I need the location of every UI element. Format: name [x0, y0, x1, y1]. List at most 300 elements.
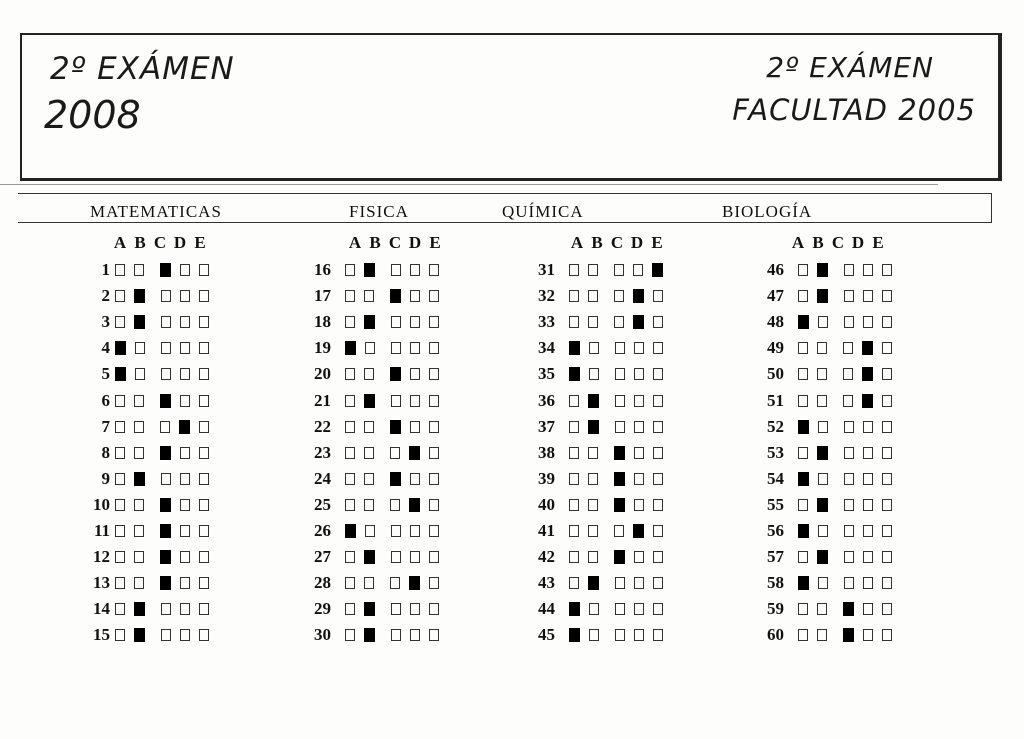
bubble-d-filled[interactable]: [409, 498, 420, 512]
bubble-c[interactable]: [844, 499, 854, 511]
bubble-d[interactable]: [634, 603, 644, 615]
bubble-e[interactable]: [429, 447, 439, 459]
bubble-d[interactable]: [410, 473, 420, 485]
bubble-b[interactable]: [818, 577, 828, 589]
bubble-d[interactable]: [634, 368, 644, 380]
bubble-c-filled[interactable]: [843, 628, 854, 642]
bubble-e[interactable]: [882, 603, 892, 615]
bubble-a-filled[interactable]: [345, 524, 356, 538]
bubble-a[interactable]: [115, 577, 125, 589]
bubble-b[interactable]: [818, 316, 828, 328]
bubble-a[interactable]: [569, 395, 579, 407]
bubble-b[interactable]: [364, 577, 374, 589]
bubble-a[interactable]: [345, 395, 355, 407]
bubble-b[interactable]: [134, 551, 144, 563]
bubble-d[interactable]: [863, 473, 873, 485]
bubble-a-filled[interactable]: [798, 524, 809, 538]
bubble-b-filled[interactable]: [364, 602, 375, 616]
bubble-d[interactable]: [634, 551, 644, 563]
bubble-e[interactable]: [653, 342, 663, 354]
bubble-d[interactable]: [180, 368, 190, 380]
bubble-c-filled[interactable]: [390, 472, 401, 486]
bubble-a-filled[interactable]: [115, 341, 126, 355]
bubble-d[interactable]: [634, 629, 644, 641]
bubble-a[interactable]: [345, 368, 355, 380]
bubble-d[interactable]: [410, 342, 420, 354]
bubble-e[interactable]: [199, 603, 209, 615]
bubble-c[interactable]: [614, 525, 624, 537]
bubble-e[interactable]: [429, 421, 439, 433]
bubble-b-filled[interactable]: [588, 394, 599, 408]
bubble-a[interactable]: [569, 525, 579, 537]
bubble-a-filled[interactable]: [798, 472, 809, 486]
bubble-d[interactable]: [180, 499, 190, 511]
bubble-d[interactable]: [180, 603, 190, 615]
bubble-b-filled[interactable]: [817, 263, 828, 277]
bubble-d[interactable]: [180, 316, 190, 328]
bubble-c[interactable]: [844, 473, 854, 485]
bubble-a[interactable]: [569, 447, 579, 459]
bubble-b[interactable]: [134, 447, 144, 459]
bubble-d[interactable]: [863, 603, 873, 615]
bubble-c[interactable]: [391, 551, 401, 563]
bubble-a[interactable]: [115, 525, 125, 537]
bubble-e[interactable]: [882, 316, 892, 328]
bubble-c[interactable]: [844, 421, 854, 433]
bubble-b[interactable]: [588, 316, 598, 328]
bubble-b[interactable]: [589, 629, 599, 641]
bubble-d[interactable]: [863, 499, 873, 511]
bubble-a[interactable]: [115, 499, 125, 511]
bubble-e[interactable]: [429, 473, 439, 485]
bubble-d[interactable]: [863, 577, 873, 589]
bubble-b[interactable]: [589, 342, 599, 354]
bubble-d[interactable]: [180, 629, 190, 641]
bubble-a[interactable]: [345, 264, 355, 276]
bubble-d[interactable]: [180, 395, 190, 407]
bubble-e[interactable]: [653, 395, 663, 407]
bubble-d[interactable]: [410, 603, 420, 615]
bubble-d[interactable]: [863, 290, 873, 302]
bubble-e[interactable]: [653, 368, 663, 380]
bubble-b[interactable]: [364, 499, 374, 511]
bubble-a[interactable]: [345, 290, 355, 302]
bubble-e[interactable]: [882, 368, 892, 380]
bubble-d[interactable]: [180, 264, 190, 276]
bubble-c[interactable]: [615, 421, 625, 433]
bubble-d[interactable]: [180, 551, 190, 563]
bubble-e[interactable]: [199, 368, 209, 380]
bubble-a[interactable]: [798, 290, 808, 302]
bubble-d[interactable]: [633, 264, 643, 276]
bubble-e[interactable]: [429, 290, 439, 302]
bubble-b[interactable]: [134, 499, 144, 511]
bubble-e[interactable]: [199, 421, 209, 433]
bubble-d[interactable]: [634, 395, 644, 407]
bubble-a-filled[interactable]: [569, 602, 580, 616]
bubble-a[interactable]: [345, 473, 355, 485]
bubble-b-filled[interactable]: [364, 394, 375, 408]
bubble-d[interactable]: [634, 577, 644, 589]
bubble-a-filled[interactable]: [115, 367, 126, 381]
bubble-c[interactable]: [161, 603, 171, 615]
bubble-c[interactable]: [844, 525, 854, 537]
bubble-e[interactable]: [653, 421, 663, 433]
bubble-c-filled[interactable]: [160, 550, 171, 564]
bubble-e[interactable]: [882, 629, 892, 641]
bubble-b[interactable]: [364, 290, 374, 302]
bubble-d-filled[interactable]: [633, 315, 644, 329]
bubble-e[interactable]: [199, 551, 209, 563]
bubble-a[interactable]: [569, 316, 579, 328]
bubble-a[interactable]: [115, 421, 125, 433]
bubble-a[interactable]: [115, 603, 125, 615]
bubble-c[interactable]: [391, 629, 401, 641]
bubble-a[interactable]: [345, 577, 355, 589]
bubble-e[interactable]: [882, 499, 892, 511]
bubble-d[interactable]: [180, 525, 190, 537]
bubble-e[interactable]: [429, 368, 439, 380]
bubble-c[interactable]: [614, 264, 624, 276]
bubble-c[interactable]: [844, 447, 854, 459]
bubble-d[interactable]: [410, 525, 420, 537]
bubble-b[interactable]: [134, 577, 144, 589]
bubble-c[interactable]: [390, 577, 400, 589]
bubble-a[interactable]: [569, 551, 579, 563]
bubble-a-filled[interactable]: [569, 367, 580, 381]
bubble-c[interactable]: [614, 316, 624, 328]
bubble-b[interactable]: [588, 525, 598, 537]
bubble-d-filled[interactable]: [633, 524, 644, 538]
bubble-d[interactable]: [410, 264, 420, 276]
bubble-d[interactable]: [863, 421, 873, 433]
bubble-b-filled[interactable]: [364, 315, 375, 329]
bubble-c[interactable]: [391, 342, 401, 354]
bubble-c[interactable]: [615, 342, 625, 354]
bubble-c-filled[interactable]: [160, 498, 171, 512]
bubble-e[interactable]: [653, 290, 663, 302]
bubble-c-filled[interactable]: [614, 498, 625, 512]
bubble-e[interactable]: [429, 395, 439, 407]
bubble-c-filled[interactable]: [160, 394, 171, 408]
bubble-a[interactable]: [115, 316, 125, 328]
bubble-a-filled[interactable]: [569, 628, 580, 642]
bubble-b[interactable]: [364, 447, 374, 459]
bubble-a[interactable]: [569, 421, 579, 433]
bubble-a[interactable]: [115, 447, 125, 459]
bubble-c[interactable]: [161, 290, 171, 302]
bubble-d[interactable]: [634, 499, 644, 511]
bubble-d-filled[interactable]: [409, 576, 420, 590]
bubble-b[interactable]: [365, 525, 375, 537]
bubble-d[interactable]: [410, 629, 420, 641]
bubble-e[interactable]: [429, 629, 439, 641]
bubble-c[interactable]: [844, 551, 854, 563]
bubble-a[interactable]: [798, 551, 808, 563]
bubble-c-filled[interactable]: [160, 263, 171, 277]
bubble-b[interactable]: [134, 264, 144, 276]
bubble-c[interactable]: [161, 316, 171, 328]
bubble-c-filled[interactable]: [390, 420, 401, 434]
bubble-a[interactable]: [115, 629, 125, 641]
bubble-c[interactable]: [160, 421, 170, 433]
bubble-d[interactable]: [634, 447, 644, 459]
bubble-e[interactable]: [199, 525, 209, 537]
bubble-d[interactable]: [634, 421, 644, 433]
bubble-e[interactable]: [653, 473, 663, 485]
bubble-b-filled[interactable]: [134, 315, 145, 329]
bubble-b-filled[interactable]: [588, 420, 599, 434]
bubble-c[interactable]: [614, 290, 624, 302]
bubble-c[interactable]: [844, 290, 854, 302]
bubble-e[interactable]: [429, 603, 439, 615]
bubble-b-filled[interactable]: [364, 263, 375, 277]
bubble-a-filled[interactable]: [569, 341, 580, 355]
bubble-d[interactable]: [410, 551, 420, 563]
bubble-a[interactable]: [345, 421, 355, 433]
bubble-e[interactable]: [199, 473, 209, 485]
bubble-c[interactable]: [161, 342, 171, 354]
bubble-e-filled[interactable]: [652, 263, 663, 277]
bubble-a-filled[interactable]: [798, 576, 809, 590]
bubble-b[interactable]: [817, 603, 827, 615]
bubble-c[interactable]: [161, 368, 171, 380]
bubble-a[interactable]: [798, 395, 808, 407]
bubble-b[interactable]: [588, 264, 598, 276]
bubble-e[interactable]: [882, 551, 892, 563]
bubble-c[interactable]: [615, 395, 625, 407]
bubble-b-filled[interactable]: [817, 550, 828, 564]
bubble-c-filled[interactable]: [614, 472, 625, 486]
bubble-a[interactable]: [569, 264, 579, 276]
bubble-e[interactable]: [653, 629, 663, 641]
bubble-a[interactable]: [569, 499, 579, 511]
bubble-d[interactable]: [634, 473, 644, 485]
bubble-b[interactable]: [817, 342, 827, 354]
bubble-a[interactable]: [345, 603, 355, 615]
bubble-b[interactable]: [364, 421, 374, 433]
bubble-a[interactable]: [115, 551, 125, 563]
bubble-a-filled[interactable]: [798, 420, 809, 434]
bubble-e[interactable]: [653, 577, 663, 589]
bubble-b[interactable]: [134, 525, 144, 537]
bubble-b[interactable]: [588, 499, 598, 511]
bubble-d[interactable]: [410, 290, 420, 302]
bubble-c-filled[interactable]: [614, 550, 625, 564]
bubble-c[interactable]: [391, 603, 401, 615]
bubble-b-filled[interactable]: [817, 498, 828, 512]
bubble-e[interactable]: [882, 577, 892, 589]
bubble-b[interactable]: [134, 421, 144, 433]
bubble-e[interactable]: [429, 342, 439, 354]
bubble-e[interactable]: [199, 316, 209, 328]
bubble-a[interactable]: [345, 499, 355, 511]
bubble-d[interactable]: [180, 342, 190, 354]
bubble-e[interactable]: [653, 551, 663, 563]
bubble-a[interactable]: [345, 447, 355, 459]
bubble-d[interactable]: [863, 264, 873, 276]
bubble-d[interactable]: [863, 629, 873, 641]
bubble-b-filled[interactable]: [364, 628, 375, 642]
bubble-a[interactable]: [798, 499, 808, 511]
bubble-a[interactable]: [569, 290, 579, 302]
bubble-d[interactable]: [863, 447, 873, 459]
bubble-c[interactable]: [844, 264, 854, 276]
bubble-a[interactable]: [345, 316, 355, 328]
bubble-e[interactable]: [429, 577, 439, 589]
bubble-d[interactable]: [863, 525, 873, 537]
bubble-e[interactable]: [882, 264, 892, 276]
bubble-c-filled[interactable]: [160, 524, 171, 538]
bubble-b-filled[interactable]: [134, 472, 145, 486]
bubble-c[interactable]: [844, 577, 854, 589]
bubble-b-filled[interactable]: [817, 446, 828, 460]
bubble-d[interactable]: [410, 316, 420, 328]
bubble-d[interactable]: [863, 316, 873, 328]
bubble-e[interactable]: [199, 342, 209, 354]
bubble-c[interactable]: [843, 368, 853, 380]
bubble-a[interactable]: [115, 473, 125, 485]
bubble-b-filled[interactable]: [588, 576, 599, 590]
bubble-d[interactable]: [180, 473, 190, 485]
bubble-b-filled[interactable]: [817, 289, 828, 303]
bubble-a[interactable]: [569, 473, 579, 485]
bubble-a[interactable]: [345, 551, 355, 563]
bubble-c[interactable]: [615, 603, 625, 615]
bubble-c[interactable]: [391, 316, 401, 328]
bubble-e[interactable]: [199, 395, 209, 407]
bubble-b[interactable]: [364, 473, 374, 485]
bubble-b[interactable]: [135, 368, 145, 380]
bubble-a-filled[interactable]: [345, 341, 356, 355]
bubble-d[interactable]: [634, 342, 644, 354]
bubble-c[interactable]: [161, 629, 171, 641]
bubble-d-filled[interactable]: [409, 446, 420, 460]
bubble-b[interactable]: [134, 395, 144, 407]
bubble-b-filled[interactable]: [134, 289, 145, 303]
bubble-b[interactable]: [589, 368, 599, 380]
bubble-e[interactable]: [882, 447, 892, 459]
bubble-d-filled[interactable]: [862, 394, 873, 408]
bubble-e[interactable]: [882, 473, 892, 485]
bubble-b-filled[interactable]: [134, 628, 145, 642]
bubble-e[interactable]: [653, 447, 663, 459]
bubble-b[interactable]: [588, 551, 598, 563]
bubble-c[interactable]: [390, 447, 400, 459]
bubble-e[interactable]: [429, 316, 439, 328]
bubble-a[interactable]: [798, 264, 808, 276]
bubble-d[interactable]: [180, 577, 190, 589]
bubble-c-filled[interactable]: [843, 602, 854, 616]
bubble-c[interactable]: [391, 264, 401, 276]
bubble-e[interactable]: [429, 551, 439, 563]
bubble-e[interactable]: [653, 316, 663, 328]
bubble-b-filled[interactable]: [364, 550, 375, 564]
bubble-e[interactable]: [199, 629, 209, 641]
bubble-e[interactable]: [882, 395, 892, 407]
bubble-b[interactable]: [817, 629, 827, 641]
bubble-c[interactable]: [843, 342, 853, 354]
bubble-e[interactable]: [882, 342, 892, 354]
bubble-b[interactable]: [818, 525, 828, 537]
bubble-e[interactable]: [429, 499, 439, 511]
bubble-c[interactable]: [161, 473, 171, 485]
bubble-b[interactable]: [818, 421, 828, 433]
bubble-c[interactable]: [615, 629, 625, 641]
bubble-c-filled[interactable]: [390, 367, 401, 381]
bubble-c-filled[interactable]: [160, 576, 171, 590]
bubble-a[interactable]: [115, 264, 125, 276]
bubble-b[interactable]: [364, 368, 374, 380]
bubble-c-filled[interactable]: [614, 446, 625, 460]
bubble-d[interactable]: [410, 368, 420, 380]
bubble-e[interactable]: [653, 603, 663, 615]
bubble-c[interactable]: [390, 499, 400, 511]
bubble-a[interactable]: [798, 629, 808, 641]
bubble-d-filled[interactable]: [179, 420, 190, 434]
bubble-b[interactable]: [817, 368, 827, 380]
bubble-d[interactable]: [863, 551, 873, 563]
bubble-e[interactable]: [199, 264, 209, 276]
bubble-b[interactable]: [365, 342, 375, 354]
bubble-d[interactable]: [180, 290, 190, 302]
bubble-c[interactable]: [615, 368, 625, 380]
bubble-e[interactable]: [653, 499, 663, 511]
bubble-d-filled[interactable]: [862, 367, 873, 381]
bubble-b[interactable]: [588, 473, 598, 485]
bubble-a[interactable]: [345, 629, 355, 641]
bubble-a[interactable]: [798, 342, 808, 354]
bubble-e[interactable]: [199, 290, 209, 302]
bubble-d-filled[interactable]: [862, 341, 873, 355]
bubble-c-filled[interactable]: [390, 289, 401, 303]
bubble-a[interactable]: [798, 447, 808, 459]
bubble-c[interactable]: [391, 395, 401, 407]
bubble-b-filled[interactable]: [134, 602, 145, 616]
bubble-c[interactable]: [391, 525, 401, 537]
bubble-e[interactable]: [429, 264, 439, 276]
bubble-b[interactable]: [589, 603, 599, 615]
bubble-e[interactable]: [199, 499, 209, 511]
bubble-b[interactable]: [817, 395, 827, 407]
bubble-d[interactable]: [180, 447, 190, 459]
bubble-d[interactable]: [410, 395, 420, 407]
bubble-a[interactable]: [115, 395, 125, 407]
bubble-a[interactable]: [115, 290, 125, 302]
bubble-b[interactable]: [135, 342, 145, 354]
bubble-b[interactable]: [818, 473, 828, 485]
bubble-e[interactable]: [882, 290, 892, 302]
bubble-c[interactable]: [843, 395, 853, 407]
bubble-e[interactable]: [199, 577, 209, 589]
bubble-d[interactable]: [410, 421, 420, 433]
bubble-d-filled[interactable]: [633, 289, 644, 303]
bubble-e[interactable]: [882, 421, 892, 433]
bubble-c[interactable]: [844, 316, 854, 328]
bubble-c-filled[interactable]: [160, 446, 171, 460]
bubble-e[interactable]: [653, 525, 663, 537]
bubble-a-filled[interactable]: [798, 315, 809, 329]
bubble-a[interactable]: [798, 603, 808, 615]
bubble-e[interactable]: [429, 525, 439, 537]
bubble-a[interactable]: [569, 577, 579, 589]
bubble-a[interactable]: [798, 368, 808, 380]
bubble-e[interactable]: [882, 525, 892, 537]
bubble-b[interactable]: [588, 447, 598, 459]
bubble-c[interactable]: [615, 577, 625, 589]
bubble-b[interactable]: [588, 290, 598, 302]
bubble-e[interactable]: [199, 447, 209, 459]
